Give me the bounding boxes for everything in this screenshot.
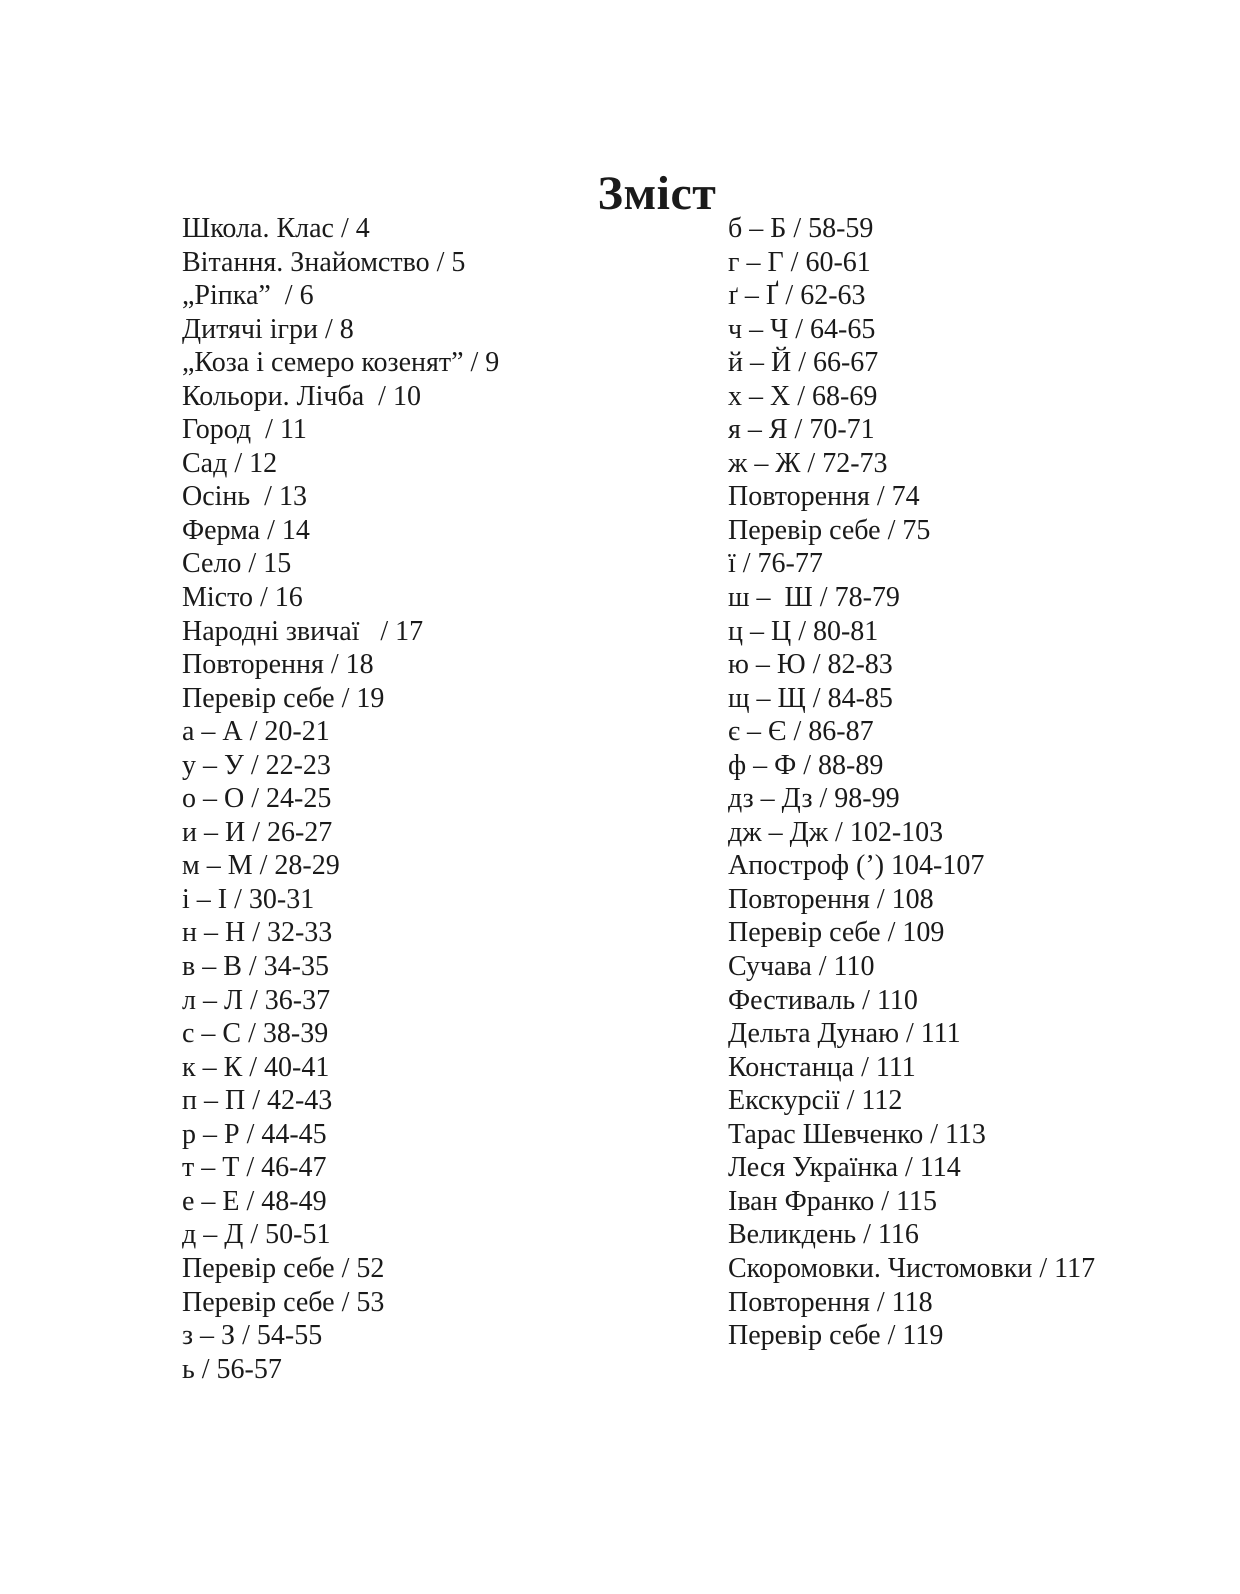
toc-entry: Школа. Клас / 4 — [182, 213, 370, 244]
toc-entry: н – Н / 32-33 — [182, 917, 333, 949]
toc-entry: Іван Франко / 115 — [728, 1185, 938, 1217]
toc-entry: Повторення / 108 — [728, 883, 934, 915]
toc-entry: Город / 11 — [182, 414, 307, 446]
toc-entry: л – Л / 36-37 — [182, 984, 331, 1016]
toc-entry: є – Є / 86-87 — [728, 716, 874, 748]
toc-entry: Констанца / 111 — [728, 1051, 916, 1083]
toc-entry: к – К / 40-41 — [182, 1051, 330, 1083]
toc-entry: Сад / 12 — [182, 447, 278, 479]
toc-entry: Фестиваль / 110 — [728, 984, 918, 1016]
toc-entry: Перевір себе / 53 — [182, 1286, 385, 1318]
toc-entry: б – Б / 58-59 — [728, 213, 874, 244]
toc-entry: ф – Ф / 88-89 — [728, 749, 884, 781]
toc-entry: ґ – Ґ / 62-63 — [728, 280, 866, 312]
toc-entry: дз – Дз / 98-99 — [728, 783, 900, 815]
toc-entry: щ – Щ / 84-85 — [728, 682, 893, 714]
toc-entry: ц – Ц / 80-81 — [728, 615, 879, 647]
toc-entry: Перевір себе / 119 — [728, 1320, 944, 1352]
toc-entry: о – О / 24-25 — [182, 783, 332, 815]
toc-entry: ч – Ч / 64-65 — [728, 313, 876, 345]
toc-entry: і – І / 30-31 — [182, 883, 315, 915]
toc-entry: Тарас Шевченко / 113 — [728, 1118, 986, 1150]
toc-entry: Перевір себе / 75 — [728, 514, 931, 546]
toc-entry: а – А / 20-21 — [182, 716, 330, 748]
toc-entry: Дитячі ігри / 8 — [182, 313, 354, 345]
toc-entry: Великдень / 116 — [728, 1219, 919, 1251]
toc-entry: Осінь / 13 — [182, 481, 307, 513]
toc-entry: Перевір себе / 109 — [728, 917, 945, 949]
toc-entry: т – Т / 46-47 — [182, 1152, 327, 1184]
toc-entry: „Коза і семеро козенят” / 9 — [182, 347, 500, 379]
toc-entry: Апостроф (’) 104-107 — [728, 850, 985, 882]
toc-entry: ь / 56-57 — [182, 1353, 282, 1385]
toc-entry: Скоромовки. Чистомовки / 117 — [728, 1252, 1096, 1284]
toc-entry: Екскурсії / 112 — [728, 1085, 903, 1117]
toc-entry: м – М / 28-29 — [182, 850, 340, 882]
toc-entry: Місто / 16 — [182, 582, 303, 614]
toc-right-column — [728, 212, 1095, 1353]
toc-left-column — [182, 212, 499, 1386]
toc-entry: и – И / 26-27 — [182, 816, 333, 848]
toc-entry: в – В / 34-35 — [182, 951, 329, 983]
toc-entry: Народні звичаї / 17 — [182, 615, 424, 647]
toc-entry: е – Е / 48-49 — [182, 1185, 327, 1217]
toc-entry: р – Р / 44-45 — [182, 1118, 327, 1150]
toc-entry: дж – Дж / 102-103 — [728, 816, 944, 848]
toc-entry: Повторення / 118 — [728, 1286, 933, 1318]
toc-entry: Перевір себе / 19 — [182, 682, 385, 714]
toc-entry: д – Д / 50-51 — [182, 1219, 331, 1251]
toc-entry: Вітання. Знайомство / 5 — [182, 246, 466, 278]
page-title: Зміст — [597, 167, 717, 221]
toc-entry: у – У / 22-23 — [182, 749, 331, 781]
toc-entry: х – Х / 68-69 — [728, 380, 878, 412]
toc-entry: ю – Ю / 82-83 — [728, 649, 893, 681]
toc-entry: ж – Ж / 72-73 — [728, 447, 888, 479]
toc-entry: ї / 76-77 — [728, 548, 823, 580]
toc-entry: „Ріпка” / 6 — [182, 280, 314, 312]
toc-entry: з – З / 54-55 — [182, 1320, 323, 1352]
toc-entry: г – Г / 60-61 — [728, 246, 871, 278]
toc-entry: Перевір себе / 52 — [182, 1252, 385, 1284]
toc-entry: Ферма / 14 — [182, 514, 310, 546]
toc-entry: Дельта Дунаю / 111 — [728, 1018, 961, 1050]
toc-entry: с – С / 38-39 — [182, 1018, 329, 1050]
toc-entry: й – Й / 66-67 — [728, 347, 879, 379]
toc-entry: Село / 15 — [182, 548, 292, 580]
toc-entry: Повторення / 18 — [182, 649, 374, 681]
toc-entry: Сучава / 110 — [728, 951, 875, 983]
toc-entry: Кольори. Лічба / 10 — [182, 380, 421, 412]
toc-entry: Леся Українка / 114 — [728, 1152, 961, 1184]
toc-entry: ш – Ш / 78-79 — [728, 582, 900, 614]
toc-entry: я – Я / 70-71 — [728, 414, 875, 446]
toc-entry: п – П / 42-43 — [182, 1085, 333, 1117]
toc-entry: Повторення / 74 — [728, 481, 920, 513]
